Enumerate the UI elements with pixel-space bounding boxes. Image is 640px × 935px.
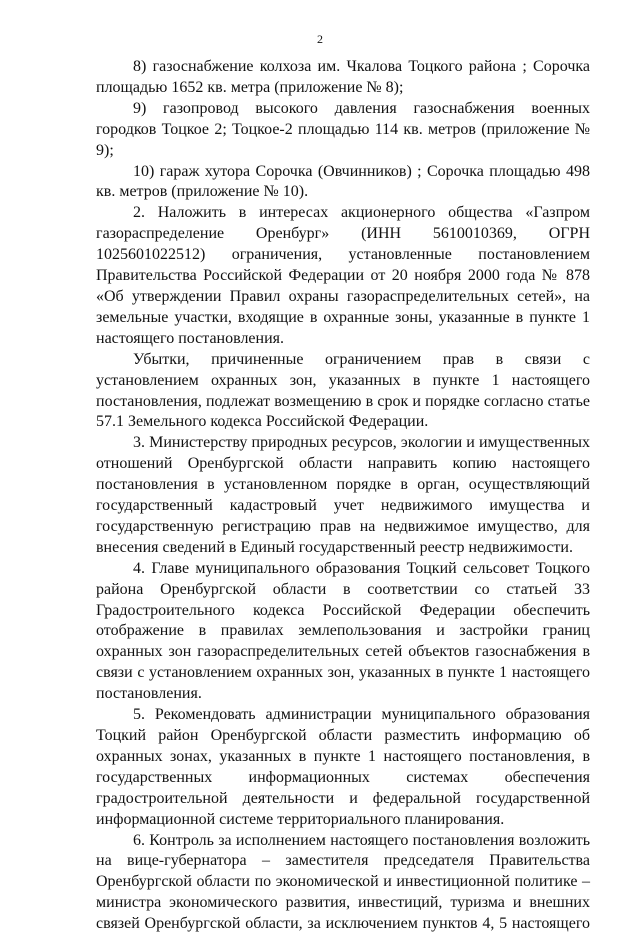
clause-2: 2. Наложить в интересах акционерного общества «Газпром газораспределение Оренбург» (ИНН 5610010369, ОГРН 1025601022512) ограничения, установленные постановлением Правительства Российской Федерации от 20 ноября 2000 года № 878 «Об утверждении Правил охраны газораспределительных сетей», на земельные участки, входящие в охранные зоны, указанные в пункте 1 настоящего постановления. [96, 204, 590, 347]
list-item-9: 9) газопровод высокого давления газоснабжения военных городков Тоцкое 2; Тоцкое-2 площадью 114 кв. метров (приложение № 9); [96, 99, 590, 159]
clause-3: 3. Министерству природных ресурсов, экологии и имущественных отношений Оренбургской области направить копию настоящего постановления в установленном порядке в орган, осуществляющий государственный кадастровый учет недвижимого имущества и государственную регистрацию прав на недвижимое имущество, для внесения сведений в Единый государственный реестр недвижимости. [96, 434, 590, 556]
clause-2-losses: Убытки, причиненные ограничением прав в связи с установлением охранных зон, указанных в пункте 1 настоящего постановления, подлежат возмещению в срок и порядке согласно статье 57.1 Земельного кодекса Российской Федерации. [96, 350, 590, 431]
page-number: 2 [317, 32, 323, 46]
list-item-8: 8) газоснабжение колхоза им. Чкалова Тоцкого района ; Сорочка площадью 1652 кв. метра (приложение № 8); [96, 58, 590, 96]
document-body [96, 57, 590, 935]
clause-5: 5. Рекомендовать администрации муниципального образования Тоцкий район Оренбургской области разместить информацию об охранных зонах, указанных в пункте 1 настоящего постановления, в государственных информационных системах обеспечения градостроительной деятельности и федеральной государственной информационной системе территориального планирования. [96, 706, 590, 828]
list-item-10: 10) гараж хутора Сорочка (Овчинников) ; Сорочка площадью 498 кв. метров (приложение № 10). [96, 162, 590, 201]
clause-6: 6. Контроль за исполнением настоящего постановления возложить на вице-губернатора – заместителя председателя Правительства Оренбургской области по экономической и инвестиционной политике – министра экономического развития, инвестиций, туризма и внешних связей Оренбургской области, за исключением пунктов 4, 5 настоящего [96, 831, 590, 933]
clause-4: 4. Главе муниципального образования Тоцкий сельсовет Тоцкого района Оренбургской области в соответствии со статьей 33 Градостроительного кодекса Российской Федерации обеспечить отображение в правилах землепользования и застройки границ охранных зон газораспределительных сетей объектов газоснабжения в связи с установлением охранных зон, указанных в пункте 1 настоящего постановления. [96, 559, 590, 703]
